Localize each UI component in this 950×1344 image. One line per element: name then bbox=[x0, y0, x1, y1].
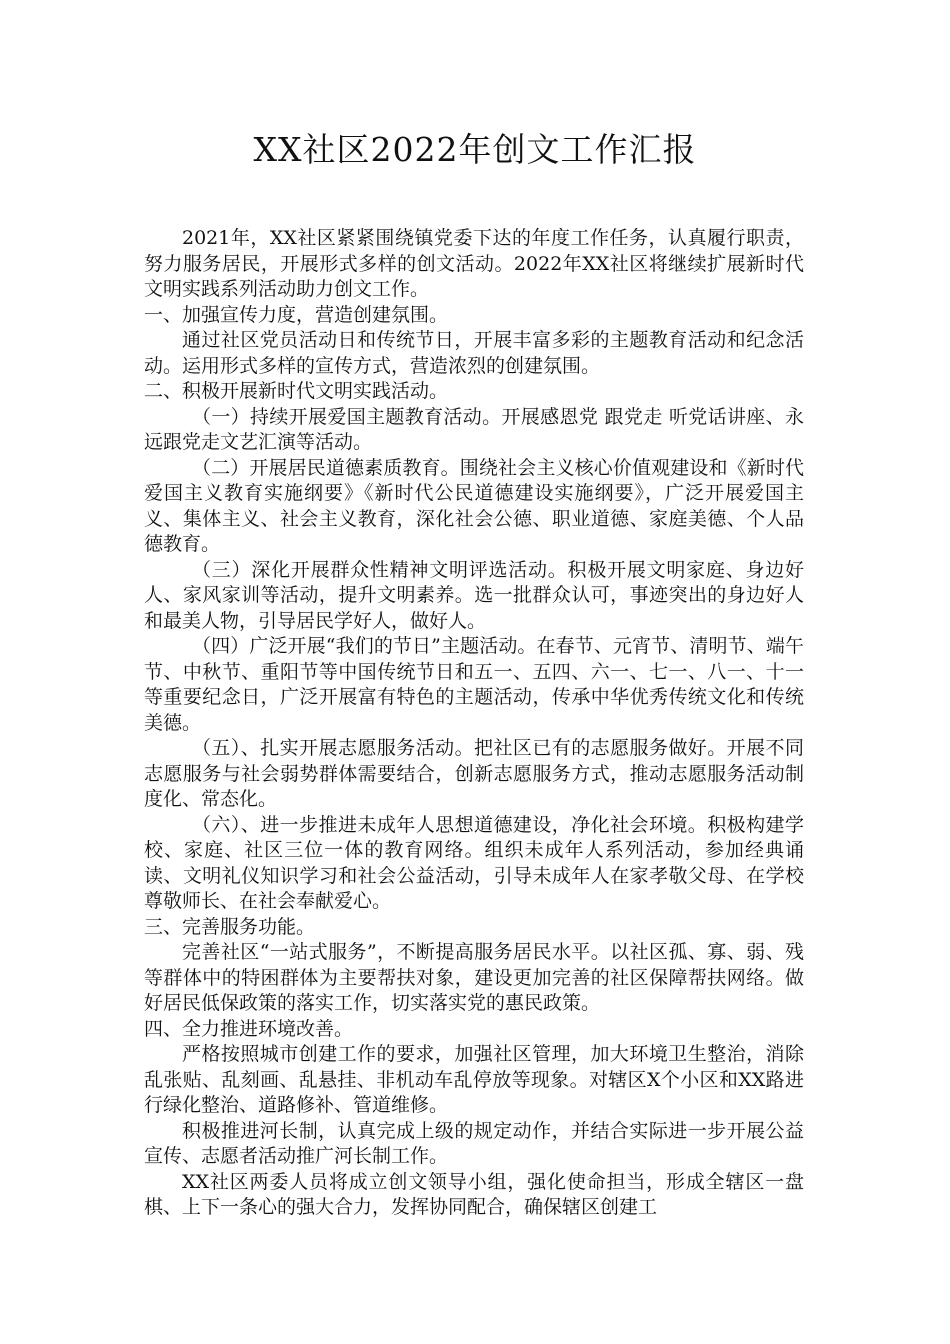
section-4-paragraph-1: 严格按照城市创建工作的要求，加强社区管理，加大环境卫生整治，消除乱张贴、乱刻画、乱悬挂、非机动车乱停放等现象。对辖区X个小区和XX路进行绿化整治、道路修补、管道维修。 bbox=[144, 1043, 804, 1116]
section-heading-2: 二、积极开展新时代文明实践活动。 bbox=[144, 380, 449, 402]
closing-paragraph: XX社区两委人员将成立创文领导小组，强化使命担当，形成全辖区一盘棋、上下一条心的强大合力，发挥协同配合，确保辖区创建工 bbox=[144, 1170, 804, 1218]
section-heading-1: 一、加强宣传力度，营造创建氛围。 bbox=[144, 303, 449, 326]
document-title: XX社区2022年创文工作汇报 bbox=[253, 130, 697, 169]
section-4-paragraph-2: 积极推进河长制，认真完成上级的规定动作，并结合实际进一步开展公益宣传、志愿者活动推广河长制工作。 bbox=[144, 1119, 804, 1167]
section-heading-4: 四、全力推进环境改善。 bbox=[144, 1017, 354, 1040]
subsection-6: （六）、进一步推进未成年人思想道德建设，净化社会环境。积极构建学校、家庭、社区三位一体的教育网络。组织未成年人系列活动，参加经典诵 读、文明礼仪知识学习和社会公益活动，引导未成年人在家孝敬父母、在学校尊敬师长、在社会奉献爱心。 bbox=[144, 813, 804, 912]
section-1-paragraph: 通过社区党员活动日和传统节日，开展丰富多彩的主题教育活动和纪念活动。运用形式多样的宣传方式，营造浓烈的创建氛围。 bbox=[144, 329, 804, 377]
subsection-3: （三）深化开展群众性精神文明评选活动。积极开展文明家庭、身边好人、家风家训等活动，提升文明素养。选一批群众认可，事迹突出的身边好人和最美人物，引导居民学好人，做好人。 bbox=[144, 558, 804, 632]
document-body bbox=[144, 226, 804, 1221]
section-3-paragraph: 完善社区“一站式服务”，不断提高服务居民水平。以社区孤、寡、弱、残等群体中的特困群体为主要帮扶对象，建设更加完善的社区保障帮扶网络。做好居民低保政策的落实工作，切实落实党的惠民政策。 bbox=[144, 941, 804, 1014]
subsection-4: （四）广泛开展“我们的节日”主题活动。在春节、元宵节、清明节、端午节、中秋节、重阳节等中国传统节日和五一、五四、六一、七一、八一、十一等重要纪念日，广泛开展富有特色的主题活动，传承中华优秀传统文化和传统美德。 bbox=[144, 635, 804, 734]
subsection-1: （一）持续开展爱国主题教育活动。开展感恩党 跟党走 听党话讲座、永远跟党走文艺汇演等活动。 bbox=[144, 405, 804, 453]
section-heading-3: 三、完善服务功能。 bbox=[144, 915, 316, 938]
subsection-5: （五）、扎实开展志愿服务活动。把社区已有的志愿服务做好。开展不同志愿服务与社会弱势群体需要结合，创新志愿服务方式，推动志愿服务活动制度化、常态化。 bbox=[144, 737, 804, 810]
subsection-2: （二）开展居民道德素质教育。围绕社会主义核心价值观建设和《新时代爱国主义教育实施纲要》《新时代公民道德建设实施纲要》，广泛开展爱国主义、集体主义、社会主义教育，深化社会公德、职业道德、家庭美德、个人品德教育。 bbox=[144, 456, 804, 555]
intro-paragraph: 2021年，XX社区紧紧围绕镇党委下达的年度工作任务，认真履行职责，努力服务居民，开展形式多样的创文活动。2022年XX社区将继续扩展新时代文明实践系列活动助力创文工作。 bbox=[144, 227, 804, 300]
